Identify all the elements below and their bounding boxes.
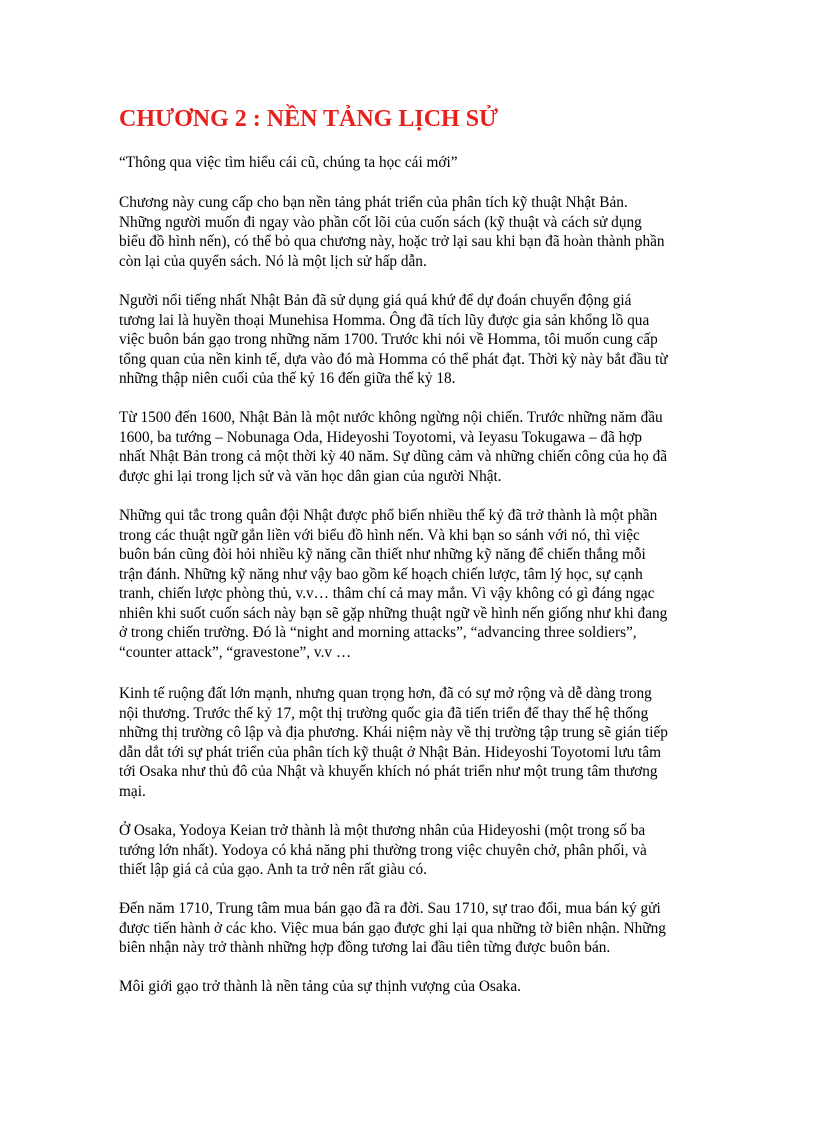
- paragraph-line: tướng lớn nhất). Yodoya có khả năng phi thường trong việc chuyên chở, phân phối, và: [119, 841, 647, 859]
- paragraph-line: buôn bán cũng đòi hỏi nhiều kỹ năng cần thiết như những kỹ năng để chiến thắng mỗi: [119, 546, 646, 563]
- paragraph-line: Những người muốn đi ngay vào phần cốt lõi của cuốn sách (kỹ thuật và cách sử dụng: [119, 213, 642, 231]
- paragraph-line: tranh, chiến lược phòng thủ, v.v… thâm chí cả may mắn. Vì vậy không có gì đáng ngạc: [119, 585, 655, 602]
- paragraph-line: nhiên khi suốt cuốn sách này bạn sẽ gặp những thuật ngữ về hình nến giống như khi đang: [119, 604, 668, 622]
- paragraph-line: Từ 1500 đến 1600, Nhật Bản là một nước không ngừng nội chiến. Trước những năm đầu: [119, 409, 663, 426]
- paragraph-line: Kinh tế ruộng đất lớn mạnh, nhưng quan trọng hơn, đã có sự mở rộng và dễ dàng trong: [119, 685, 652, 702]
- paragraph-line: dẫn dắt tới sự phát triển của phân tích kỹ thuật ở Nhật Bản. Hideyoshi Toyotomi lưu tâm: [119, 743, 662, 761]
- paragraph-line: Chương này cung cấp cho bạn nền tảng phát triển của phân tích kỹ thuật Nhật Bản.: [119, 194, 628, 211]
- paragraph-line: thiết lập giá cả của gạo. Anh ta trở nên rất giàu có.: [119, 861, 427, 878]
- paragraph-line: những thị trường cô lập và địa phương. Khái niệm này về thị trường tập trung sẽ gián tiếp: [119, 724, 668, 741]
- paragraph-line: tương lai là huyền thoại Munehisa Homma. Ông đã tích lũy được gia sản khổng lồ qua: [119, 311, 650, 329]
- paragraph-line: Ở Osaka, Yodoya Keian trở thành là một thương nhân của Hideyoshi (một trong số ba: [119, 822, 646, 839]
- paragraph-line: trận đánh. Những kỹ năng như vậy bao gồm kế hoạch chiến lược, tâm lý học, sự cạnh: [119, 565, 643, 583]
- paragraph-5: [119, 684, 705, 801]
- paragraph-line: ở trong chiến trường. Đó là “night and morning attacks”, “advancing three soldiers”,: [119, 624, 637, 641]
- paragraph-line: Những qui tắc trong quân đội Nhật được phổ biến nhiều thế kỷ đã trở thành là một phần: [119, 507, 658, 524]
- paragraph-2: [119, 291, 705, 389]
- paragraph-line: Môi giới gạo trở thành là nền tảng của sự thịnh vượng của Osaka.: [119, 978, 521, 995]
- paragraph-line: còn lại của quyển sách. Nó là một lịch sử hấp dẫn.: [119, 252, 427, 270]
- paragraph-line: “counter attack”, “gravestone”, v.v …: [119, 643, 352, 661]
- paragraph-8: [119, 977, 705, 997]
- paragraph-line: nội thương. Trước thế kỷ 17, một thị trường quốc gia đã tiến triển để thay thế hệ thống: [119, 704, 649, 722]
- paragraph-line: Đến năm 1710, Trung tâm mua bán gạo đã ra đời. Sau 1710, sự trao đổi, mua bán ký gửi: [119, 900, 661, 917]
- paragraph-line: mại.: [119, 782, 146, 800]
- paragraph-3: [119, 408, 705, 486]
- paragraph-line: biểu đồ hình nến), có thể bỏ qua chương này, hoặc trở lại sau khi bạn đã hoàn thành phần: [119, 233, 665, 250]
- paragraph-line: 1600, ba tướng – Nobunaga Oda, Hideyoshi Toyotomi, và Ieyasu Tokugawa – đã hợp: [119, 428, 643, 446]
- paragraph-line: nhất Nhật Bản trong cả một thời kỳ 40 năm. Sự dũng cảm và những chiến công của họ đã: [119, 448, 668, 465]
- paragraph-line: được tiến hành ở các kho. Việc mua bán gạo được ghi lại qua những tờ biên nhận. Những: [119, 919, 666, 937]
- paragraph-line: được ghi lại trong lịch sử và văn học dân gian của người Nhật.: [119, 467, 502, 485]
- paragraph-line: Người nổi tiếng nhất Nhật Bản đã sử dụng giá quá khứ để dự đoán chuyển động giá: [119, 292, 632, 309]
- paragraph-line: trong các thuật ngữ gắn liền với biểu đồ hình nến. Và khi bạn so sánh với nó, thì việc: [119, 526, 640, 544]
- chapter-title: CHƯƠNG 2 : NỀN TẢNG LỊCH SỬ: [119, 106, 499, 132]
- paragraph-6: [119, 821, 705, 880]
- paragraph-line: tổng quan của nền kinh tế, dựa vào đó mà Homma có thể phát đạt. Thời kỳ này bắt đầu từ: [119, 350, 668, 368]
- epigraph: “Thông qua việc tìm hiểu cái cũ, chúng ta học cái mới”: [119, 154, 458, 171]
- paragraph-1: [119, 193, 705, 271]
- paragraph-line: những thập niên cuối của thế kỷ 16 đến giữa thế kỷ 18.: [119, 370, 456, 387]
- paragraph-7: [119, 899, 705, 958]
- paragraph-line: biên nhận này trở thành những hợp đồng tương lai đầu tiên từng được buôn bán.: [119, 939, 611, 956]
- paragraph-line: tới Osaka như thủ đô của Nhật và khuyến khích nó phát triển như một trung tâm thương: [119, 763, 658, 780]
- paragraph-4: [119, 506, 705, 662]
- paragraph-line: việc buôn bán gạo trong những năm 1700. Trước khi nói về Homma, tôi muốn cung cấp: [119, 331, 658, 348]
